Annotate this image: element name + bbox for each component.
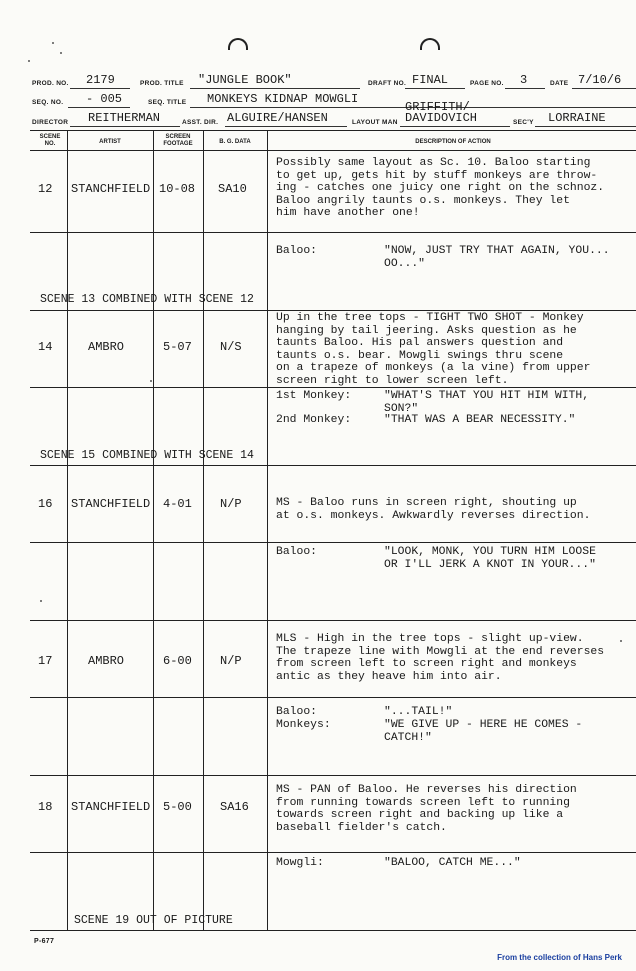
row-rule (30, 775, 636, 776)
scan-speck (150, 380, 152, 382)
bg-cell: N/P (220, 654, 242, 668)
layout-man-value-1: GRIFFITH/ (405, 100, 470, 114)
row-rule (30, 465, 636, 466)
asst-dir-underline (225, 126, 347, 127)
prod-title-value: "JUNGLE BOOK" (198, 73, 292, 87)
table-top-rule (30, 130, 636, 131)
action-description: MLS - High in the tree tops - slight up-view. The trapeze line with Mowgli at the end reverses from screen left to screen right and monkeys antic as they heave him into air. (276, 633, 605, 683)
scan-speck (620, 640, 622, 642)
secy-label: SEC'Y (513, 119, 534, 126)
seq-no-underline (68, 107, 130, 108)
row-rule (30, 620, 636, 621)
scan-speck (52, 42, 54, 44)
bg-cell: N/P (220, 497, 242, 511)
director-value: REITHERMAN (88, 111, 161, 125)
bg-cell: N/S (220, 340, 242, 354)
col-rule (67, 130, 68, 930)
row-rule (30, 310, 636, 311)
scene-number: 18 (38, 800, 53, 814)
date-underline (572, 88, 636, 89)
col-header-scene: SCENE NO. (39, 134, 61, 147)
layout-man-label: LAYOUT MAN (352, 119, 398, 126)
scene-number: 16 (38, 497, 53, 511)
punch-hole-left (228, 38, 248, 50)
scene-13-combined-note: SCENE 13 COMBINED WITH SCENE 12 (40, 293, 254, 306)
layout-man-value-2: DAVIDOVICH (405, 111, 478, 125)
date-label: DATE (550, 80, 569, 87)
footage-cell: 5-07 (163, 340, 192, 354)
row-rule (30, 697, 636, 698)
dialogue-line: "WE GIVE UP - HERE HE COMES - CATCH!" (384, 719, 583, 744)
seq-no-value: - 005 (86, 92, 123, 106)
scene-15-combined-note: SCENE 15 COMBINED WITH SCENE 14 (40, 449, 254, 462)
collection-credit: From the collection of Hans Perk (497, 953, 622, 962)
artist-cell: STANCHFIELD (71, 497, 151, 511)
scene-number: 12 (38, 182, 53, 196)
dialogue-speaker: 1st Monkey: (276, 390, 352, 402)
col-header-artist: ARTIST (99, 139, 121, 145)
artist-cell: AMBRO (88, 340, 125, 354)
table-bottom-rule (30, 930, 636, 931)
footage-cell: 5-00 (163, 800, 192, 814)
action-description: Up in the tree tops - TIGHT TWO SHOT - Monkey hanging by tail jeering. Asks question as he taunts Baloo. His pal answers question and taunts o.s. bear. Mowgli swings thru scene on a trapeze of monkeys (a la vine) from upper screen right to lower screen left. (276, 312, 591, 387)
layout-man-underline (400, 126, 510, 127)
director-underline (70, 126, 180, 127)
table-header-rule (30, 150, 636, 151)
dialogue-line: "THAT WAS A BEAR NECESSITY." (384, 414, 576, 426)
director-label: DIRECTOR (32, 119, 69, 126)
artist-cell: STANCHFIELD (71, 182, 151, 196)
col-rule (203, 130, 204, 930)
scene-number: 14 (38, 340, 53, 354)
page-no-label: PAGE NO. (470, 80, 504, 87)
action-description: Possibly same layout as Sc. 10. Baloo starting to get up, gets hit by stuff monkeys are throw- ing - catches one juicy one right on the schnoz. Baloo angrily taunts o.s. monkeys. They let him have another one! (276, 157, 605, 220)
draft-no-label: DRAFT NO. (368, 80, 407, 87)
footage-cell: 4-01 (163, 497, 192, 511)
dialogue-speaker: Mowgli: (276, 857, 324, 869)
secy-value: LORRAINE (548, 111, 606, 125)
dialogue-speaker: 2nd Monkey: (276, 414, 352, 426)
artist-cell: AMBRO (88, 654, 125, 668)
col-header-bg: B. G. DATA (219, 139, 251, 145)
dialogue-line: "LOOK, MONK, YOU TURN HIM LOOSE OR I'LL JERK A KNOT IN YOUR..." (384, 546, 596, 571)
asst-dir-value: ALGUIRE/HANSEN (227, 111, 328, 125)
row-rule (30, 232, 636, 233)
bg-cell: SA16 (220, 800, 249, 814)
secy-underline (535, 126, 636, 127)
col-rule (267, 130, 268, 930)
artist-cell: STANCHFIELD (71, 800, 151, 814)
scan-speck (28, 60, 30, 62)
dialogue-line: "BALOO, CATCH ME..." (384, 857, 521, 869)
date-value: 7/10/6 (578, 73, 622, 87)
dialogue-speaker: Baloo: (276, 245, 318, 257)
bg-cell: SA10 (218, 182, 247, 196)
seq-title-value: MONKEYS KIDNAP MOWGLI (207, 92, 359, 106)
dialogue-speaker: Baloo: (276, 706, 318, 718)
seq-title-label: SEQ. TITLE (148, 99, 187, 106)
draft-no-value: FINAL (412, 73, 449, 87)
footage-cell: 10-08 (159, 182, 196, 196)
dialogue-speaker: Monkeys: (276, 719, 331, 731)
col-rule (153, 130, 154, 930)
asst-dir-label: ASST. DIR. (182, 119, 219, 126)
seq-no-label: SEQ. NO. (32, 99, 64, 106)
dialogue-speaker: Baloo: (276, 546, 318, 558)
prod-no-value: 2179 (86, 73, 115, 87)
form-code: P-677 (34, 938, 55, 945)
punch-hole-right (420, 38, 440, 50)
scan-speck (40, 600, 42, 602)
scene-number: 17 (38, 654, 53, 668)
col-header-footage: SCREEN FOOTAGE (163, 134, 193, 147)
draft-no-underline (405, 88, 465, 89)
page-no-value: 3 (520, 73, 528, 87)
footage-cell: 6-00 (163, 654, 192, 668)
scan-speck (60, 52, 62, 54)
scene-19-out-note: SCENE 19 OUT OF PICTURE (74, 914, 233, 927)
dialogue-line: "WHAT'S THAT YOU HIT HIM WITH, SON?" (384, 390, 590, 415)
col-header-description: DESCRIPTION OF ACTION (415, 139, 491, 145)
action-description: MS - PAN of Baloo. He reverses his direction from running towards screen left to running towards screen right and backing up like a baseball fielder's catch. (276, 784, 577, 834)
prod-no-label: PROD. NO. (32, 80, 69, 87)
page-no-underline (505, 88, 545, 89)
prod-no-underline (70, 88, 130, 89)
prod-title-label: PROD. TITLE (140, 80, 184, 87)
prod-title-underline (190, 88, 360, 89)
row-rule (30, 542, 636, 543)
row-rule (30, 852, 636, 853)
dialogue-line: "NOW, JUST TRY THAT AGAIN, YOU... OO..." (384, 245, 610, 270)
action-description: MS - Baloo runs in screen right, shouting up at o.s. monkeys. Awkwardly reverses direction. (276, 497, 591, 522)
dialogue-line: "...TAIL!" (384, 706, 453, 718)
